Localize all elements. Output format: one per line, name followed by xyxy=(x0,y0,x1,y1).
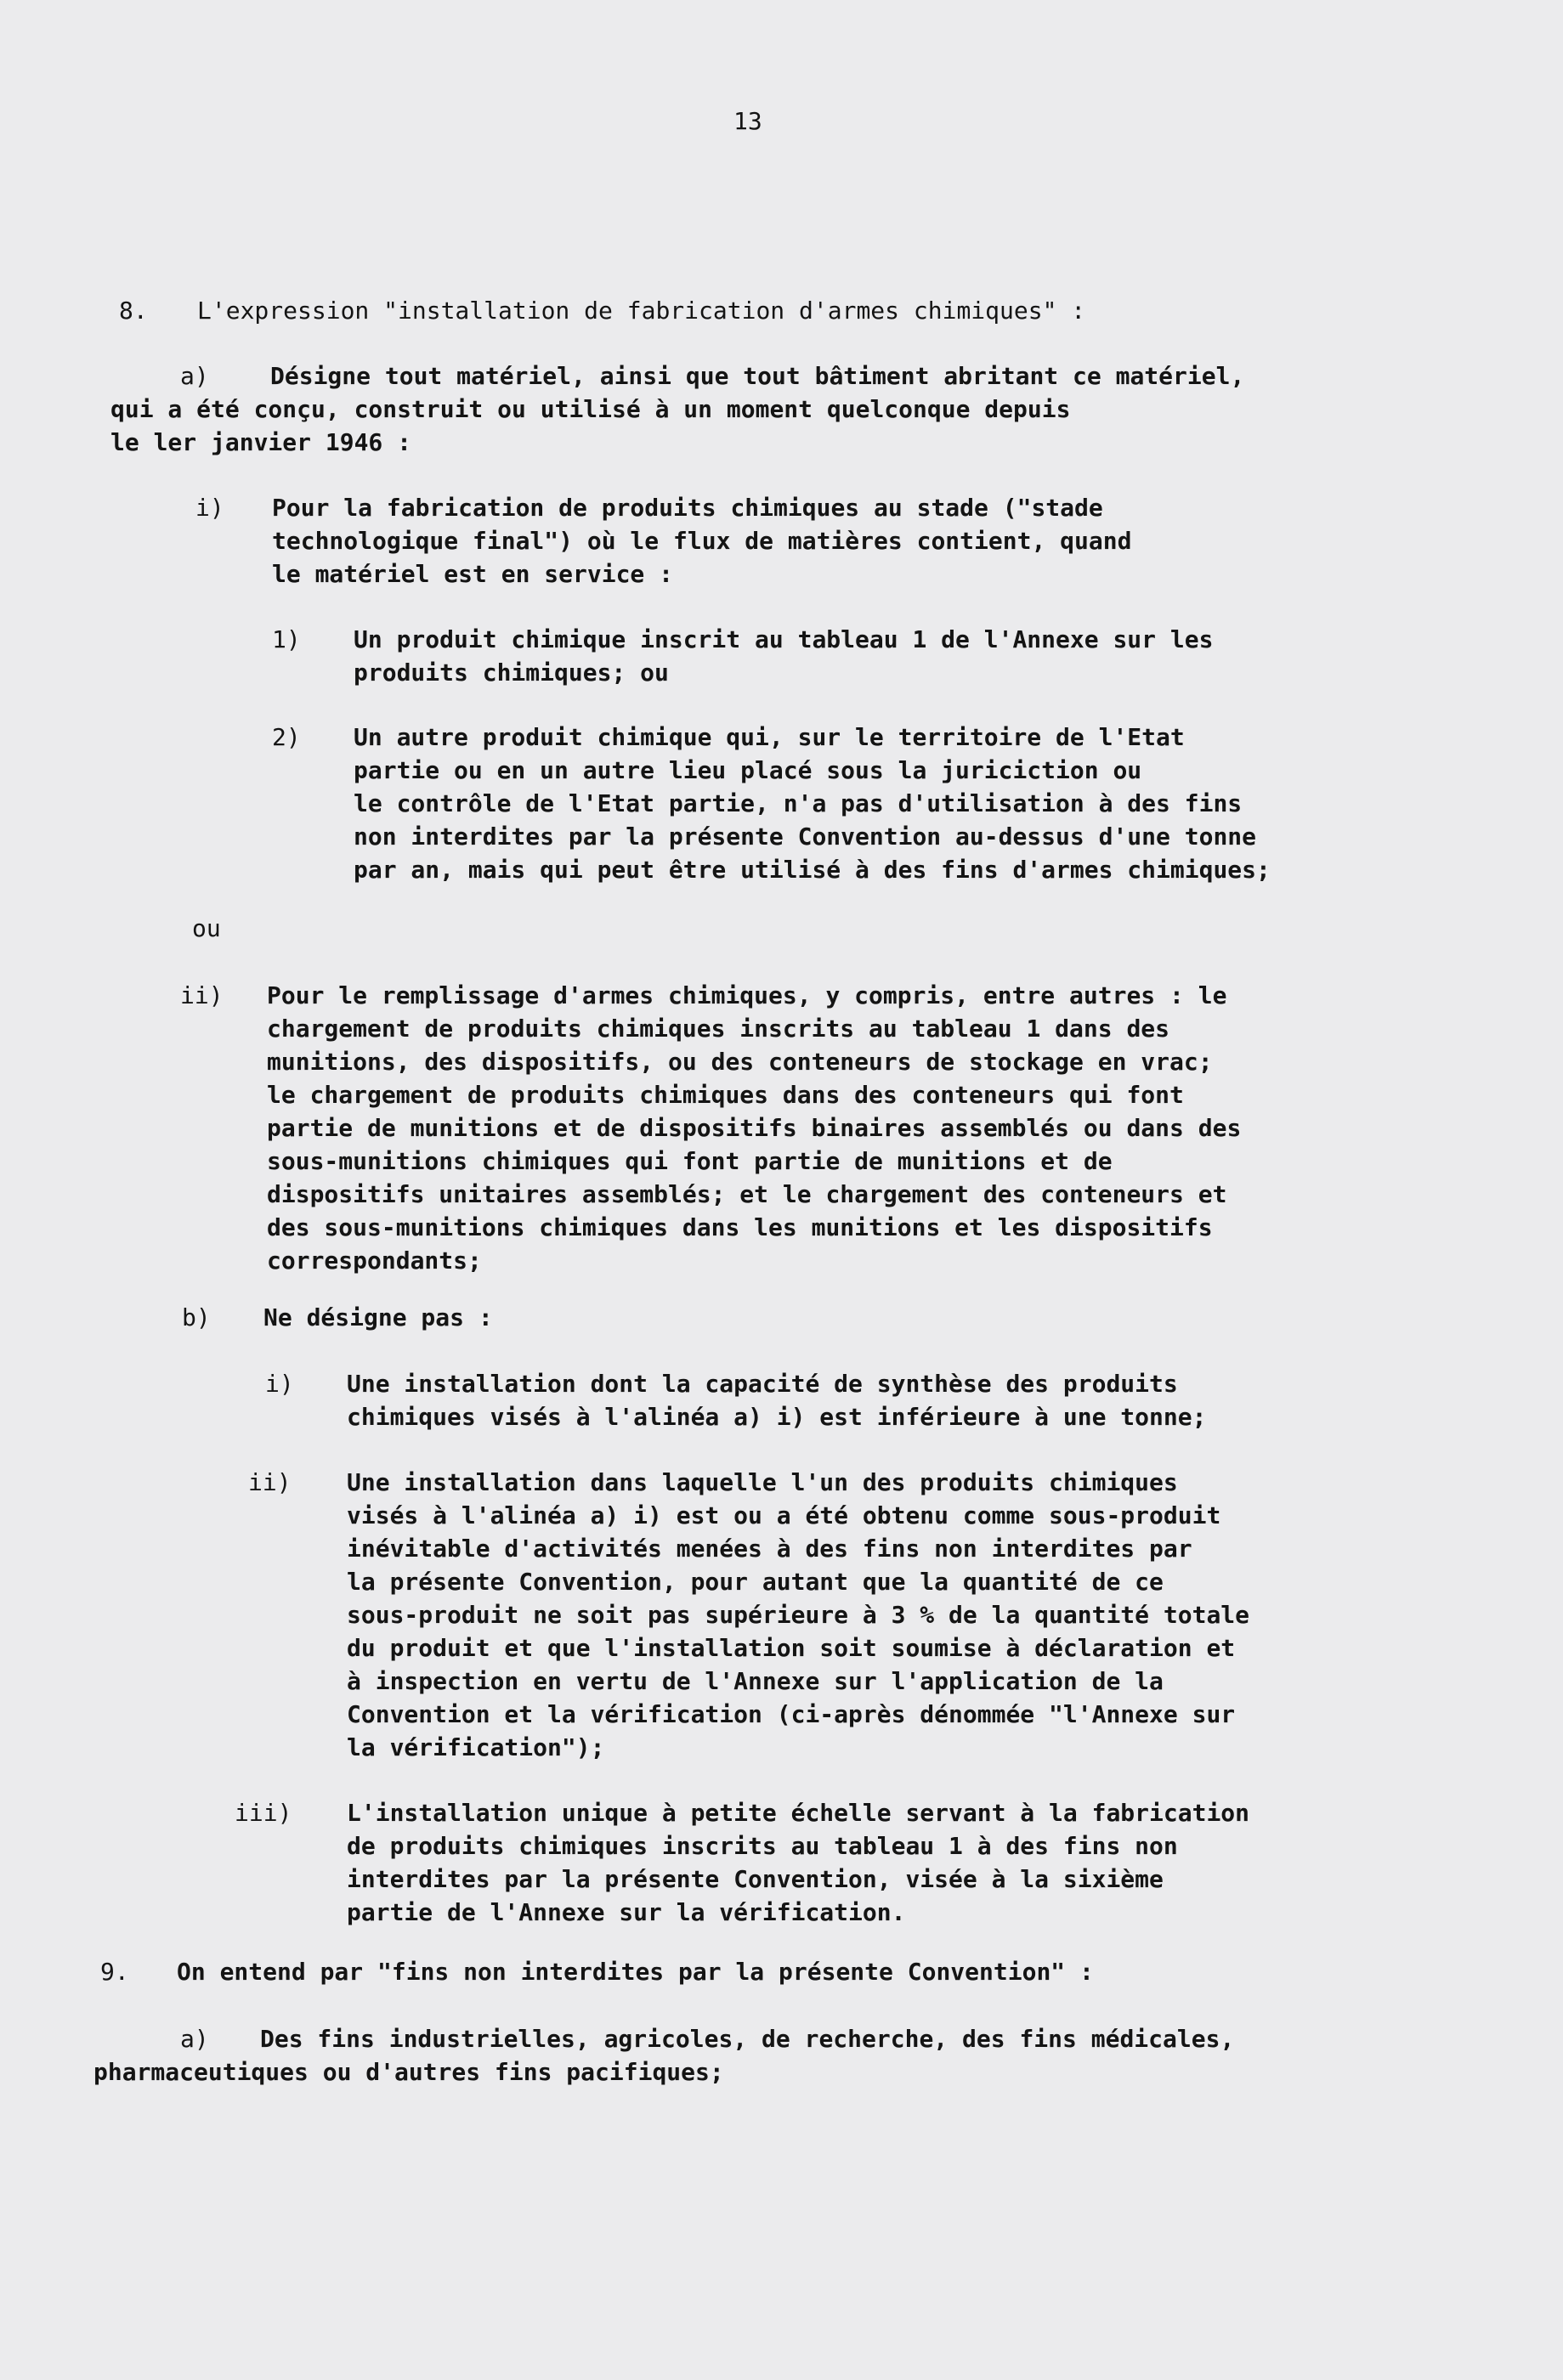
text-line: visés à l'alinéa a) i) est ou a été obtenu comme sous-produit xyxy=(347,1501,1221,1529)
item-label: ii) xyxy=(180,981,224,1009)
item-label: i) xyxy=(195,494,224,522)
text-line: L'installation unique à petite échelle servant à la fabrication xyxy=(347,1799,1250,1827)
item-label: iii) xyxy=(235,1799,292,1827)
text-line: sous-munitions chimiques qui font partie de munitions et de xyxy=(267,1147,1113,1175)
text-line: Un produit chimique inscrit au tableau 1 de l'Annexe sur les xyxy=(354,625,1214,653)
page-number: 13 xyxy=(733,107,762,135)
text-line: sous-produit ne soit pas supérieure à 3 % de la quantité totale xyxy=(347,1601,1250,1629)
text-line: la présente Convention, pour autant que la quantité de ce xyxy=(347,1568,1164,1596)
item-label: ii) xyxy=(248,1468,292,1496)
text-line: pharmaceutiques ou d'autres fins pacifiques; xyxy=(93,2058,724,2086)
text-line: interdites par la présente Convention, visée à la sixième xyxy=(347,1865,1164,1893)
text-line: la vérification"); xyxy=(347,1733,605,1761)
item-label: ou xyxy=(192,914,221,942)
text-line: le matériel est en service : xyxy=(272,560,674,588)
item-label: a) xyxy=(180,2025,209,2053)
text-line: On entend par "fins non interdites par la présente Convention" : xyxy=(177,1958,1094,1986)
item-label: b) xyxy=(182,1303,211,1331)
text-line: chargement de produits chimiques inscrits au tableau 1 dans des xyxy=(267,1015,1170,1043)
text-line: Une installation dans laquelle l'un des produits chimiques xyxy=(347,1468,1178,1496)
text-line: Convention et la vérification (ci-après dénommée "l'Annexe sur xyxy=(347,1700,1236,1728)
text-line: Pour la fabrication de produits chimiques au stade ("stade xyxy=(272,494,1103,522)
text-line: de produits chimiques inscrits au tableau 1 à des fins non xyxy=(347,1832,1178,1860)
text-line: partie de l'Annexe sur la vérification. xyxy=(347,1898,906,1926)
text-line: non interdites par la présente Convention au-dessus d'une tonne xyxy=(354,823,1257,851)
text-line: Une installation dont la capacité de synthèse des produits xyxy=(347,1370,1178,1398)
text-line: Pour le remplissage d'armes chimiques, y compris, entre autres : le xyxy=(267,981,1227,1009)
text-line: Un autre produit chimique qui, sur le territoire de l'Etat xyxy=(354,723,1185,751)
text-line: qui a été conçu, construit ou utilisé à un moment quelconque depuis xyxy=(110,395,1071,423)
text-line: Désigne tout matériel, ainsi que tout bâtiment abritant ce matériel, xyxy=(270,362,1245,390)
text-line: inévitable d'activités menées à des fins non interdites par xyxy=(347,1535,1192,1563)
text-line: partie de munitions et de dispositifs binaires assemblés ou dans des xyxy=(267,1114,1242,1142)
text-line: partie ou en un autre lieu placé sous la juriciction ou xyxy=(354,756,1142,784)
text-line: le contrôle de l'Etat partie, n'a pas d'utilisation à des fins xyxy=(354,789,1243,817)
text-line: Des fins industrielles, agricoles, de recherche, des fins médicales, xyxy=(260,2025,1235,2053)
text-line: dispositifs unitaires assemblés; et le chargement des conteneurs et xyxy=(267,1180,1227,1208)
text-line: le ler janvier 1946 : xyxy=(110,428,412,456)
text-line: produits chimiques; ou xyxy=(354,659,669,687)
text-line: munitions, des dispositifs, ou des conteneurs de stockage en vrac; xyxy=(267,1048,1213,1076)
text-line: chimiques visés à l'alinéa a) i) est inférieure à une tonne; xyxy=(347,1403,1207,1431)
item-label: a) xyxy=(180,362,209,390)
item-label: i) xyxy=(265,1370,294,1398)
text-line: technologique final") où le flux de matières contient, quand xyxy=(272,527,1132,555)
text-line: Ne désigne pas : xyxy=(263,1303,493,1331)
text-line: à inspection en vertu de l'Annexe sur l'application de la xyxy=(347,1667,1164,1695)
item-label: 2) xyxy=(272,723,301,751)
text-line: par an, mais qui peut être utilisé à des fins d'armes chimiques; xyxy=(354,856,1271,884)
item-label: 9. xyxy=(100,1958,129,1986)
text-line: du produit et que l'installation soit soumise à déclaration et xyxy=(347,1634,1236,1662)
text-line: des sous-munitions chimiques dans les munitions et les dispositifs xyxy=(267,1213,1213,1241)
text-line: le chargement de produits chimiques dans des conteneurs qui font xyxy=(267,1081,1184,1109)
item-label: 8. xyxy=(119,297,148,325)
text-line: L'expression "installation de fabrication d'armes chimiques" : xyxy=(197,297,1086,325)
item-label: 1) xyxy=(272,625,301,653)
text-line: correspondants; xyxy=(267,1247,482,1275)
